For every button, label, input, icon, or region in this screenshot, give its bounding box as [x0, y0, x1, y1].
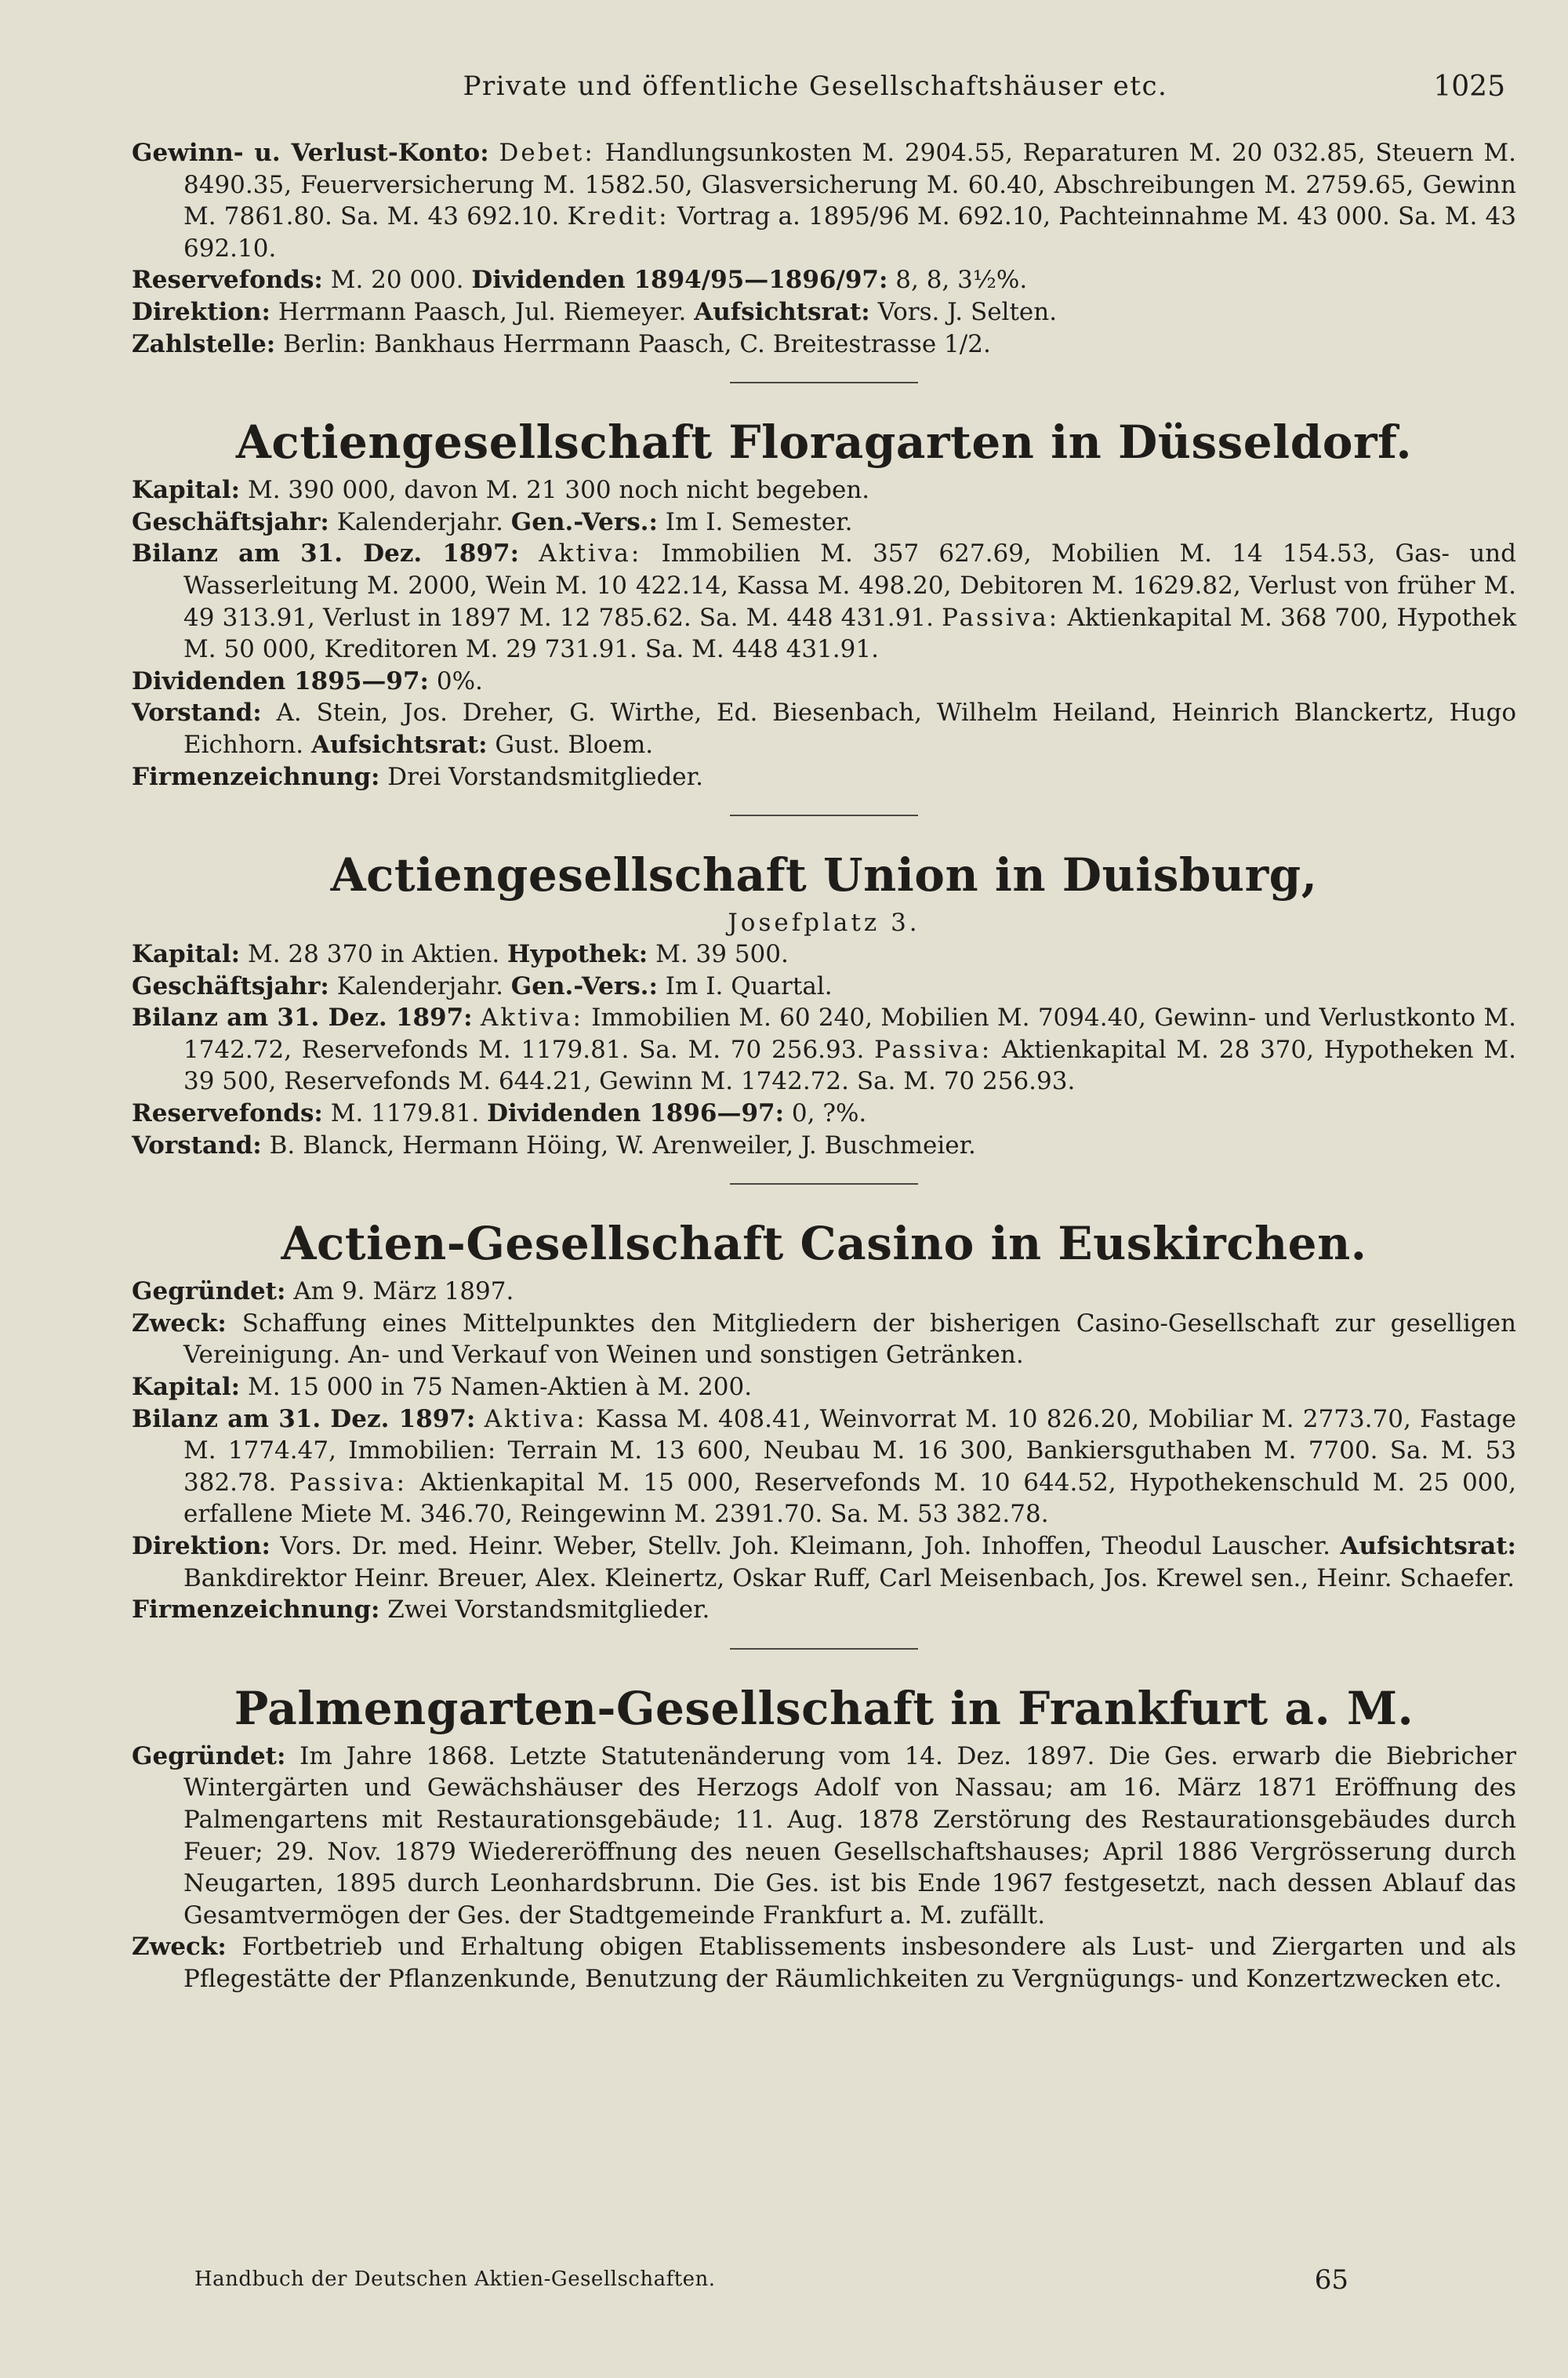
entry-sublabel: Hypothek:	[507, 940, 648, 969]
entry-paragraph	[132, 137, 1516, 264]
balance-side-label: Aktiva:	[484, 1404, 587, 1433]
entry-label: Direktion:	[132, 297, 270, 326]
entry-label: Zweck:	[132, 1933, 227, 1962]
entry-label: Vorstand:	[132, 699, 262, 728]
entry-paragraph	[132, 1002, 1516, 1098]
balance-side-label: Passiva:	[874, 1035, 993, 1064]
entry-label: Kapital:	[132, 1373, 241, 1402]
entry-paragraph	[132, 971, 1516, 1003]
entry-label: Geschäftsjahr:	[132, 971, 329, 1000]
entry-label: Dividenden 1895—97:	[132, 666, 429, 695]
company-heading: Actiengesellschaft Union in Duisburg,	[330, 848, 1318, 902]
entry-text: M. 15 000 in 75 Namen-Aktien à M. 200.	[247, 1373, 753, 1402]
running-header	[125, 71, 1505, 110]
entry-text: 8, 8, 3½%.	[887, 266, 1028, 295]
entry-paragraph	[132, 1530, 1516, 1594]
entry-text: Im I. Quartal.	[657, 971, 833, 1000]
footer-signature: 65	[1314, 2264, 1348, 2296]
entry-label: Vorstand:	[132, 1131, 262, 1160]
entry-label: Firmenzeichnung:	[132, 762, 380, 791]
page-number: 1025	[1433, 71, 1505, 103]
entry-label: Bilanz am 31. Dez. 1897:	[132, 1404, 476, 1433]
entry-paragraph	[132, 1594, 1516, 1626]
entry-text: Schaffung eines Mittelpunktes den Mitgliedern der bisherigen Casino-Gesellschaft zur geselligen Vereinigung. An- und Verkauf von Weinen und sonstigen Getränken.	[183, 1309, 1516, 1370]
entry-sublabel: Dividenden 1896—97:	[487, 1099, 785, 1128]
entry-text: 0, ?%.	[784, 1099, 867, 1128]
entry-paragraph	[132, 1130, 1516, 1162]
running-title: Private und öffentliche Gesellschaftshäuser etc.	[463, 71, 1168, 102]
company-address: Josefplatz 3.	[728, 909, 920, 938]
section-divider	[730, 1648, 918, 1650]
entry-paragraph	[132, 1741, 1516, 1932]
entry-text: Aktienkapital M. 28 370, Hypotheken M. 39 500, Reservefonds M. 644.21, Gewinn M. 1742.72. Sa. M. 70 256.93.	[183, 1035, 1516, 1096]
entry-paragraph	[132, 1276, 1516, 1308]
entry-sublabel: Aufsichtsrat:	[694, 297, 870, 326]
entry-text: Vors. J. Selten.	[869, 297, 1058, 326]
entry-paragraph	[132, 506, 1516, 539]
page-footer	[194, 2264, 1348, 2299]
entry-paragraph	[132, 264, 1516, 296]
entry-label: Bilanz am 31. Dez. 1897:	[132, 1004, 473, 1033]
entry-label: Bilanz am 31. Dez. 1897:	[132, 539, 520, 568]
entry-paragraph	[132, 538, 1516, 665]
entry-text: Zwei Vorstandsmitglieder.	[387, 1596, 710, 1625]
balance-side-label: Kredit:	[567, 202, 670, 231]
entry-label: Gewinn- u. Verlust-Konto:	[132, 139, 489, 167]
entry-text: M. 1179.81.	[330, 1099, 488, 1128]
entry-text: Am 9. März 1897.	[293, 1277, 514, 1306]
entry-text: Berlin: Bankhaus Herrmann Paasch, C. Breitestrasse 1/2.	[283, 329, 991, 358]
entry-text: 0%.	[436, 666, 483, 695]
entry-label: Gegründet:	[132, 1277, 286, 1306]
entry-label: Reservefonds:	[132, 1099, 323, 1128]
entry-label: Firmenzeichnung:	[132, 1596, 380, 1625]
entry-text: Kalenderjahr.	[336, 971, 511, 1000]
entry-label: Geschäftsjahr:	[132, 507, 329, 536]
entry-paragraph	[132, 1403, 1516, 1530]
entry-text: M. 20 000.	[330, 266, 472, 295]
entry-text: Immobilien M. 60 240, Mobilien M. 7094.40, Gewinn- und Verlustkonto M. 1742.72, Reservefonds M. 1179.81. Sa. M. 70 256.93.	[183, 1004, 1517, 1064]
balance-side-label: Aktiva:	[539, 539, 642, 568]
entry-paragraph	[132, 1931, 1516, 1995]
entry-label: Zweck:	[132, 1309, 227, 1338]
entry-text: A. Stein, Jos. Dreher, G. Wirthe, Ed. Biesenbach, Wilhelm Heiland, Heinrich Blanckertz, Hugo Eichhorn.	[183, 699, 1516, 759]
entry-text: Immobilien M. 357 627.69, Mobilien M. 14 154.53, Gas- und Wasserleitung M. 2000, Wein M. 10 422.14, Kassa M. 498.20, Debitoren M. 1629.82, Verlust von früher M. 49 313.91, Verlust in 1897 M. 12 785.62. Sa. M. 448 431.91.	[183, 539, 1516, 632]
entry-label: Direktion:	[132, 1532, 270, 1560]
balance-side-label: Passiva:	[289, 1468, 408, 1497]
entry-text: Handlungsunkosten M. 2904.55, Reparaturen M. 20 032.85, Steuern M. 8490.35, Feuerversicherung M. 1582.50, Glasversicherung M. 60.40, Abschreibungen M. 2759.65, Gewinn M. 7861.80. Sa. M. 43 692.10.	[183, 139, 1516, 231]
entry-text: Bankdirektor Heinr. Breuer, Alex. Kleinertz, Oskar Ruff, Carl Meisenbach, Jos. Krewel sen., Heinr. Schaefer.	[183, 1563, 1515, 1592]
entry-sublabel: Aufsichtsrat:	[311, 730, 488, 759]
entry-text: Aktienkapital M. 368 700, Hypothek M. 50 000, Kreditoren M. 29 731.91. Sa. M. 448 431.91.	[183, 603, 1516, 664]
entry-text: Im Jahre 1868. Letzte Statutenänderung vom 14. Dez. 1897. Die Ges. erwarb die Biebricher Wintergärten und Gewächshäuser des Herzogs Adolf von Nassau; am 16. März 1871 Eröffnung des Palmengartens mit Restaurationsgebäude; 11. Aug. 1878 Zerstörung des Restaurationsgebäudes durch Feuer; 29. Nov. 1879 Wiedereröffnung des neuen Gesellschaftshauses; April 1886 Vergrösserung durch Neugarten, 1895 durch Leonhardsbrunn. Die Ges. ist bis Ende 1967 festgesetzt, nach dessen Ablauf das Gesamtvermögen der Ges. der Stadtgemeinde Frankfurt a. M. zufällt.	[183, 1741, 1516, 1930]
section-divider	[730, 815, 918, 816]
entry-label: Gegründet:	[132, 1741, 286, 1770]
entry-label: Reservefonds:	[132, 266, 323, 295]
balance-side-label: Aktiva:	[480, 1004, 583, 1033]
entry-sublabel: Dividenden 1894/95—1896/97:	[471, 266, 888, 295]
entry-sublabel: Gen.-Vers.:	[510, 507, 658, 536]
entry-text: Kassa M. 408.41, Weinvorrat M. 10 826.20, Mobiliar M. 2773.70, Fastage M. 1774.47, Immobilien: Terrain M. 13 600, Neubau M. 16 300, Bankiersguthaben M. 7700. Sa. M. 53 382.78.	[183, 1404, 1517, 1497]
company-heading: Actiengesellschaft Floragarten in Düsseldorf.	[235, 416, 1413, 470]
entry-paragraph	[132, 474, 1516, 506]
entry-label: Zahlstelle:	[132, 329, 276, 358]
entry-text: M. 390 000, davon M. 21 300 noch nicht begeben.	[247, 476, 870, 505]
company-heading: Actien-Gesellschaft Casino in Euskirchen.	[281, 1217, 1367, 1271]
entry-sublabel: Aufsichtsrat:	[1340, 1532, 1516, 1560]
entry-text: Vortrag a. 1895/96 M. 692.10, Pachteinnahme M. 43 000. Sa. M. 43 692.10.	[183, 202, 1516, 263]
entry-text: B. Blanck, Hermann Höing, W. Arenweiler, J. Buschmeier.	[269, 1131, 976, 1160]
entry-paragraph	[132, 1098, 1516, 1130]
entry-label: Kapital:	[132, 476, 241, 505]
entry-text: Aktienkapital M. 15 000, Reservefonds M. 10 644.52, Hypothekenschuld M. 25 000, erfallene Miete M. 346.70, Reingewinn M. 2391.70. Sa. M. 53 382.78.	[183, 1468, 1516, 1529]
entry-text: Vors. Dr. med. Heinr. Weber, Stellv. Joh. Kleimann, Joh. Inhoffen, Theodul Lauscher.	[280, 1532, 1341, 1560]
entry-text: Kalenderjahr.	[336, 507, 511, 536]
entry-text: Gust. Bloem.	[487, 730, 654, 759]
entry-text: Drei Vorstandsmitglieder.	[387, 762, 703, 791]
entry-paragraph	[132, 1308, 1516, 1371]
entry-text: Im I. Semester.	[657, 507, 853, 536]
entry-paragraph	[132, 329, 1516, 361]
entry-text: Fortbetrieb und Erhaltung obigen Etablissements insbesondere als Lust- und Ziergarten und als Pflegestätte der Pflanzenkunde, Benutzung der Räumlichkeiten zu Vergnügungs- und Konzertzwecken etc.	[183, 1933, 1516, 1993]
entry-text: M. 39 500.	[648, 940, 789, 969]
company-heading: Palmengarten-Gesellschaft in Frankfurt a. M.	[234, 1681, 1414, 1735]
section-divider	[730, 382, 918, 383]
entry-paragraph	[132, 1371, 1516, 1403]
entry-text: M. 28 370 in Aktien.	[247, 940, 508, 969]
entry-paragraph	[132, 938, 1516, 971]
page-content	[132, 137, 1516, 1995]
entry-paragraph	[132, 296, 1516, 329]
balance-side-label: Passiva:	[942, 603, 1060, 632]
section-divider	[730, 1183, 918, 1185]
entry-paragraph	[132, 666, 1516, 698]
balance-side-label: Debet:	[499, 139, 595, 167]
entry-sublabel: Gen.-Vers.:	[510, 971, 658, 1000]
footer-book-title: Handbuch der Deutschen Aktien-Gesellschaften.	[194, 2267, 716, 2291]
entry-paragraph	[132, 697, 1516, 761]
entry-text: Herrmann Paasch, Jul. Riemeyer.	[278, 297, 695, 326]
entry-paragraph	[132, 761, 1516, 793]
entry-label: Kapital:	[132, 940, 241, 969]
